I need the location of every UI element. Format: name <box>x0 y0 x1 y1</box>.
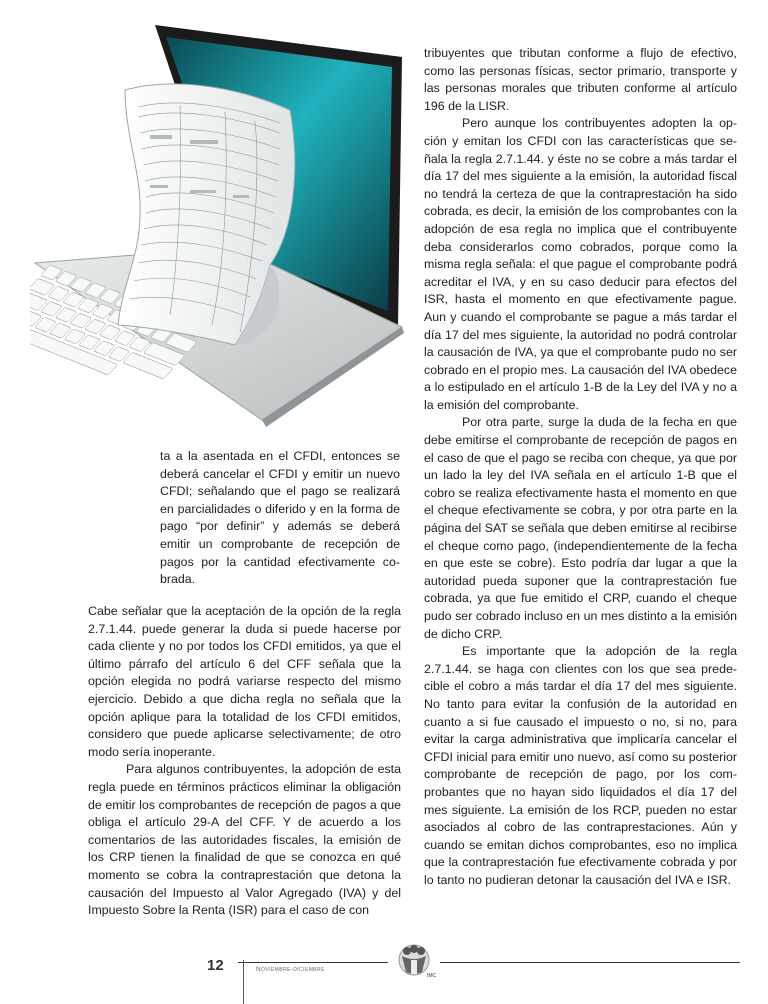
column-left-top <box>160 448 400 589</box>
paragraph: Para algunos contribuyentes, la adopción de esta regla puede en términos prácticos eliminar la obligación de emitir los comprobantes de recepción de pagos a que obliga el artículo 29-A del CFF. Y de acuerdo a los comentarios de las autoridades fiscales, la emisión de los CRP tienen la finalidad de que se conozca en qué momento se cobra la contraprestación que detona la causación del Impuesto al Valor Agregado (IVA) y del Impuesto Sobre la Renta (ISR) para el caso de con <box>88 762 401 918</box>
paragraph: ta a la asentada en el CFDI, entonces se deberá cancelar el CFDI y emitir un nuevo CFDI; señalando que el pago se realizará en parcialidades o diferido y en la forma de pago “por definir” y además se deberá emitir un comprobante de recepción de pagos por la cantidad efectivamente cobrada. <box>160 449 400 587</box>
footer-rule-left <box>238 962 388 963</box>
institute-logo-icon <box>389 942 439 982</box>
column-left-bottom <box>88 603 401 920</box>
paragraph: tribuyentes que tributan conforme a flujo de efectivo, como las personas físicas, sector primario, transporte y las personas morales que tributen conforme al artículo 196 de la LISR. <box>424 46 737 113</box>
issue-date: Noviembre-diciembre <box>256 966 325 973</box>
page-number: 12 <box>207 957 224 974</box>
paragraph: Cabe señalar que la aceptación de la opción de la regla 2.7.1.44. puede generar la duda si puede hacerse por cada cliente y no por todos los CFDI emitidos, ya que el último párrafo del artículo 6 del CFF señala que la opción elegida no podrá variarse respecto del mismo ejercicio. Debido a que dicha regla no señala que la opción aplique para la totalidad de los CFDI emitidos, considero que puede aplicarse selectivamente; de otro modo sería inoperante. <box>88 604 401 759</box>
paragraph: Pero aunque los contribuyentes adopten la opción y emitan los CFDI con las características que señala la regla 2.7.1.44. y éste no se cobre a más tardar el día 17 del mes siguiente a la emisión, la autoridad fiscal no tendrá la certeza de que la contraprestación ha sido cobrada, es decir, la emisión de los comprobantes con la adopción de esa regla no implica que el contribuyente deba considerarlos como cobrados, porque como la misma regla señala: el que pague el comprobante podrá acreditar el IVA, y en su caso deducir para efectos del ISR, hasta el momento en que efectivamente pague. Aun y cuando el comprobante se pague a más tardar el día 17 del mes siguiente, la autoridad no podrá controlar la causación de IVA, ya que el comprobante pudo no ser cobrado en el propio mes. La causación del IVA obedece a lo estipulado en el artículo 1-B de la Ley del IVA y no a la emisión del comprobante. <box>424 116 737 412</box>
footer-divider <box>243 960 244 1004</box>
logo-text: IMC <box>427 973 437 979</box>
paragraph: Por otra parte, surge la duda de la fecha en que debe emitirse el comprobante de recepción de pagos en el caso de que el pago se reciba con cheque, ya que por un lado la ley del IVA señala en el artículo 1-B que el cobro se realiza efectivamente hasta el momento en que el cheque efectivamente se cobra, y por otra parte en la página del SAT se señala que deben emitirse al recibirse el cheque como pago, (independientemente de la fecha en que este se cobre). Esto podría dar lugar a que la autoridad pueda suponer que la contraprestación fue cobrada, ya que fue emitido el CRP, cuando el cheque pudo ser cobrado incluso en un mes distinto a la emisión de dicho CRP. <box>424 415 737 641</box>
paragraph: Es importante que la adopción de la regla 2.7.1.44. se haga con clientes con los que sea predecible el cobro a más tardar el día 17 del mes siguiente. No tanto para evitar la confusión de la autoridad en cuanto a si fue causado el impuesto o no, si no, para evitar la carga administrativa que implicaría cancelar el CFDI inicial para emitir uno nuevo, así como su posterior comprobante de recepción de pago, por los comprobantes que no hayan sido liquidados el día 17 del mes siguiente. La emisión de los RCP, pueden no estar asociados al cobro de las contraprestaciones. Aún y cuando se emitan dichos comprobantes, eso no implica que la contraprestación fue efectivamente cobrada y por lo tanto no pudieran detonar la causación del IVA e ISR. <box>424 644 737 887</box>
column-right <box>424 45 737 890</box>
footer-rule-right <box>440 962 740 963</box>
laptop-with-invoice-icon <box>30 15 415 430</box>
